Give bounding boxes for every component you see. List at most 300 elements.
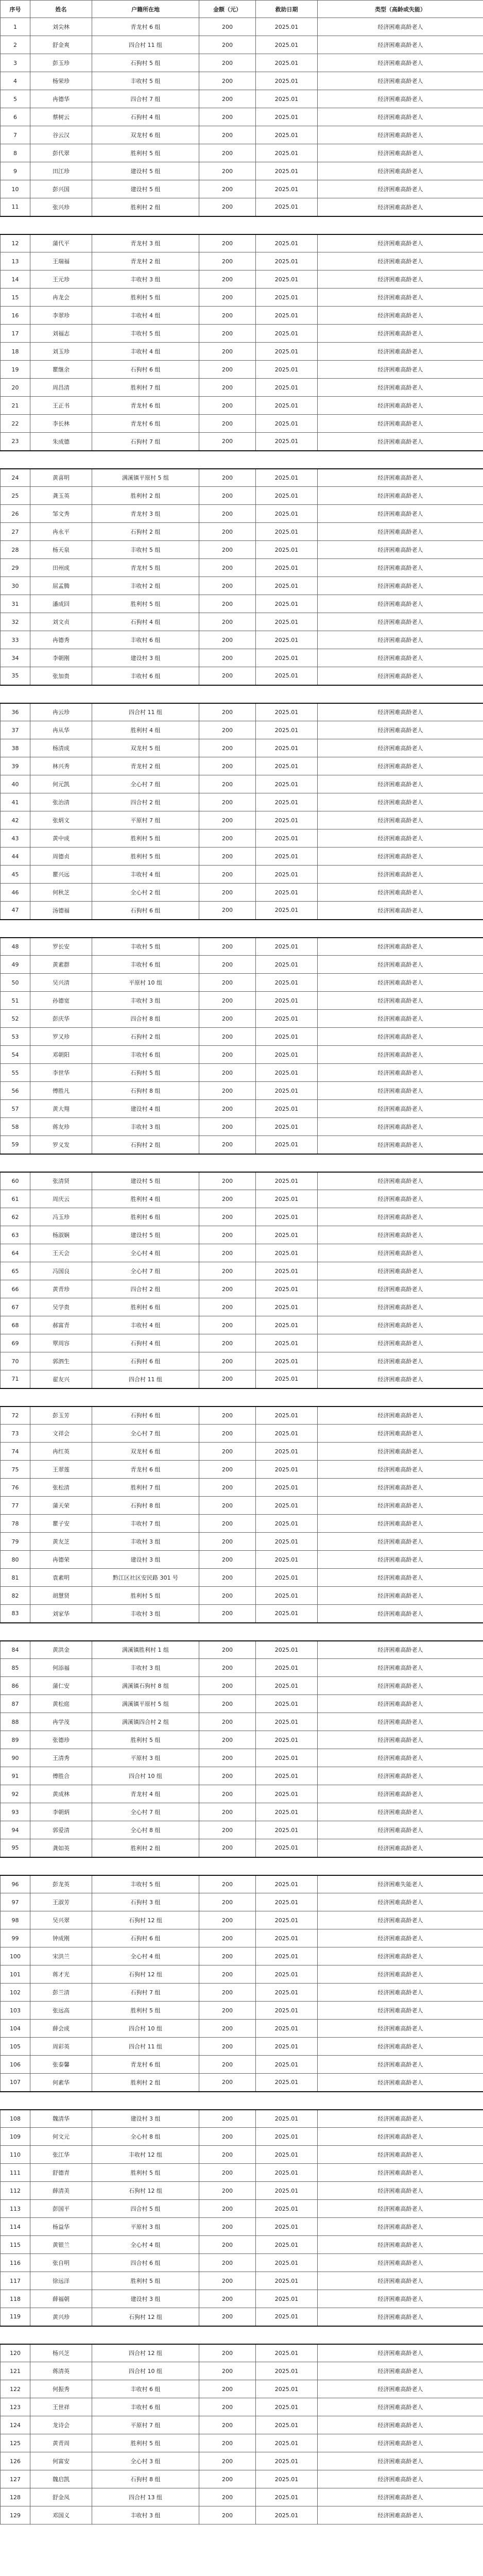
cell-amount: 200 — [199, 343, 256, 361]
cell-residence: 石狗村 12 组 — [92, 1965, 199, 1984]
page-break-separator — [1, 1623, 483, 1641]
cell-index: 98 — [1, 1911, 30, 1929]
cell-type: 经济困难失能老人 — [318, 1875, 483, 1893]
cell-type: 经济困难高龄老人 — [318, 902, 483, 920]
cell-type: 经济困难高龄老人 — [318, 270, 483, 289]
table-row — [1, 811, 483, 829]
table-row — [1, 595, 483, 613]
cell-date: 2025.01 — [256, 1262, 318, 1280]
cell-date: 2025.01 — [256, 992, 318, 1010]
cell-type: 经济困难高龄老人 — [318, 848, 483, 866]
table-row — [1, 848, 483, 866]
cell-amount: 200 — [199, 2416, 256, 2434]
table-row — [1, 1298, 483, 1316]
cell-residence: 丰收村 5 组 — [92, 325, 199, 343]
cell-name: 翟友兴 — [30, 1370, 92, 1388]
table-row — [1, 2452, 483, 2470]
cell-residence: 青龙村 6 组 — [92, 1461, 199, 1479]
page-break-separator — [1, 1154, 483, 1172]
cell-residence: 四合村 10 组 — [92, 1767, 199, 1785]
cell-index: 104 — [1, 2020, 30, 2038]
cell-date: 2025.01 — [256, 162, 318, 180]
table-row — [1, 649, 483, 667]
cell-residence: 黔江区社区安民路 301 号 — [92, 1569, 199, 1587]
cell-residence: 四合村 11 组 — [92, 36, 199, 54]
cell-date: 2025.01 — [256, 180, 318, 198]
cell-name: 龙诗会 — [30, 2416, 92, 2434]
cell-name: 黄青周 — [30, 2434, 92, 2452]
cell-type: 经济困难高龄老人 — [318, 1425, 483, 1443]
cell-date: 2025.01 — [256, 2200, 318, 2218]
cell-date: 2025.01 — [256, 1461, 318, 1479]
table-row — [1, 1984, 483, 2002]
cell-type: 经济困难高龄老人 — [318, 811, 483, 829]
cell-name: 王世祥 — [30, 2398, 92, 2416]
cell-name: 汤德福 — [30, 902, 92, 920]
cell-type: 经济困难高龄老人 — [318, 1298, 483, 1316]
cell-date: 2025.01 — [256, 289, 318, 307]
cell-residence: 全心村 4 组 — [92, 1244, 199, 1262]
cell-type: 经济困难高龄老人 — [318, 1028, 483, 1046]
cell-residence: 青龙村 6 组 — [92, 415, 199, 433]
cell-type: 经济困难高龄老人 — [318, 1046, 483, 1064]
cell-amount: 200 — [199, 307, 256, 325]
cell-date: 2025.01 — [256, 144, 318, 162]
cell-date: 2025.01 — [256, 577, 318, 595]
cell-index: 87 — [1, 1695, 30, 1713]
cell-type: 经济困难高龄老人 — [318, 793, 483, 811]
table-row — [1, 2434, 483, 2452]
table-row — [1, 1947, 483, 1965]
cell-index: 105 — [1, 2038, 30, 2056]
table-row — [1, 1262, 483, 1280]
cell-name: 钟成刚 — [30, 1929, 92, 1947]
cell-date: 2025.01 — [256, 721, 318, 739]
table-row — [1, 469, 483, 487]
cell-name: 蒋清英 — [30, 2362, 92, 2380]
cell-date: 2025.01 — [256, 2254, 318, 2272]
cell-type: 经济困难高龄老人 — [318, 1641, 483, 1659]
cell-type: 经济困难高龄老人 — [318, 234, 483, 252]
cell-type: 经济困难高龄老人 — [318, 613, 483, 631]
cell-index: 119 — [1, 2308, 30, 2326]
table-row — [1, 541, 483, 559]
cell-date: 2025.01 — [256, 1587, 318, 1605]
cell-type: 经济困难高龄老人 — [318, 1605, 483, 1623]
cell-index: 72 — [1, 1406, 30, 1425]
cell-name: 彭玉芳 — [30, 1406, 92, 1425]
cell-date: 2025.01 — [256, 739, 318, 757]
cell-date: 2025.01 — [256, 613, 318, 631]
cell-type: 经济困难高龄老人 — [318, 1406, 483, 1425]
cell-date: 2025.01 — [256, 234, 318, 252]
cell-residence: 胜利村 5 组 — [92, 848, 199, 866]
table-row — [1, 775, 483, 793]
cell-name: 王正书 — [30, 397, 92, 415]
table-row — [1, 2398, 483, 2416]
header-row — [1, 1, 483, 18]
cell-amount: 200 — [199, 2182, 256, 2200]
cell-index: 101 — [1, 1965, 30, 1984]
cell-name: 张泰馨 — [30, 2056, 92, 2074]
cell-amount: 200 — [199, 325, 256, 343]
cell-date: 2025.01 — [256, 2308, 318, 2326]
cell-date: 2025.01 — [256, 1677, 318, 1695]
cell-date: 2025.01 — [256, 1749, 318, 1767]
cell-date: 2025.01 — [256, 1569, 318, 1587]
cell-index: 65 — [1, 1262, 30, 1280]
table-row — [1, 1929, 483, 1947]
cell-date: 2025.01 — [256, 2488, 318, 2506]
cell-amount: 200 — [199, 2020, 256, 2038]
cell-type: 经济困难高龄老人 — [318, 1226, 483, 1244]
table-row — [1, 884, 483, 902]
cell-date: 2025.01 — [256, 848, 318, 866]
cell-residence: 胜利村 6 组 — [92, 1298, 199, 1316]
cell-residence: 满溪镇四合村 2 组 — [92, 1713, 199, 1731]
table-row — [1, 1244, 483, 1262]
cell-amount: 200 — [199, 180, 256, 198]
table-body — [1, 18, 483, 2524]
table-row — [1, 721, 483, 739]
cell-date: 2025.01 — [256, 72, 318, 90]
cell-residence: 石狗村 2 组 — [92, 1136, 199, 1154]
cell-index: 88 — [1, 1713, 30, 1731]
cell-date: 2025.01 — [256, 1515, 318, 1533]
cell-type: 经济困难高龄老人 — [318, 1803, 483, 1821]
cell-date: 2025.01 — [256, 956, 318, 974]
table-row — [1, 974, 483, 992]
cell-amount: 200 — [199, 1479, 256, 1497]
cell-type: 经济困难高龄老人 — [318, 1947, 483, 1965]
cell-index: 84 — [1, 1641, 30, 1659]
cell-residence: 丰收村 6 组 — [92, 667, 199, 685]
table-row — [1, 379, 483, 397]
cell-index: 13 — [1, 252, 30, 270]
cell-amount: 200 — [199, 1947, 256, 1965]
cell-type: 经济困难高龄老人 — [318, 325, 483, 343]
cell-date: 2025.01 — [256, 198, 318, 216]
cell-index: 81 — [1, 1569, 30, 1587]
cell-date: 2025.01 — [256, 811, 318, 829]
cell-type: 经济困难高龄老人 — [318, 1821, 483, 1839]
cell-name: 龚如英 — [30, 1839, 92, 1857]
cell-amount: 200 — [199, 1767, 256, 1785]
cell-amount: 200 — [199, 595, 256, 613]
cell-residence: 石狗村 4 组 — [92, 1334, 199, 1352]
cell-residence: 四合村 11 组 — [92, 703, 199, 721]
cell-name: 黄素群 — [30, 956, 92, 974]
cell-residence: 平原村 7 组 — [92, 2416, 199, 2434]
cell-type: 经济困难高龄老人 — [318, 2056, 483, 2074]
cell-amount: 200 — [199, 631, 256, 649]
cell-date: 2025.01 — [256, 343, 318, 361]
cell-index: 26 — [1, 505, 30, 523]
cell-index: 76 — [1, 1479, 30, 1497]
cell-index: 49 — [1, 956, 30, 974]
cell-date: 2025.01 — [256, 559, 318, 577]
cell-date: 2025.01 — [256, 252, 318, 270]
page-break-separator — [1, 2092, 483, 2110]
cell-type: 经济困难高龄老人 — [318, 2272, 483, 2290]
cell-date: 2025.01 — [256, 397, 318, 415]
cell-residence: 建设村 4 组 — [92, 1100, 199, 1118]
table-row — [1, 2272, 483, 2290]
separator-cell — [1, 216, 483, 234]
cell-date: 2025.01 — [256, 1497, 318, 1515]
cell-amount: 200 — [199, 2038, 256, 2056]
cell-name: 何秋芝 — [30, 884, 92, 902]
cell-amount: 200 — [199, 1984, 256, 2002]
table-row — [1, 1497, 483, 1515]
cell-name: 刘家华 — [30, 1605, 92, 1623]
col-header-index: 序号 — [1, 1, 30, 18]
cell-type: 经济困难高龄老人 — [318, 1118, 483, 1136]
table-row — [1, 2362, 483, 2380]
cell-name: 薛会成 — [30, 2020, 92, 2038]
cell-name: 王天会 — [30, 1244, 92, 1262]
cell-type: 经济困难高龄老人 — [318, 2290, 483, 2308]
cell-residence: 胜利村 5 组 — [92, 829, 199, 848]
table-row — [1, 1208, 483, 1226]
cell-type: 经济困难高龄老人 — [318, 739, 483, 757]
cell-amount: 200 — [199, 703, 256, 721]
cell-type: 经济困难高龄老人 — [318, 361, 483, 379]
cell-amount: 200 — [199, 1875, 256, 1893]
table-row — [1, 18, 483, 36]
table-row — [1, 1785, 483, 1803]
cell-residence: 胜利村 5 组 — [92, 289, 199, 307]
cell-date: 2025.01 — [256, 1280, 318, 1298]
cell-type: 经济困难高龄老人 — [318, 2452, 483, 2470]
table-row — [1, 343, 483, 361]
table-row — [1, 956, 483, 974]
cell-residence: 满溪镇平原村 5 组 — [92, 1695, 199, 1713]
cell-amount: 200 — [199, 72, 256, 90]
cell-residence: 石狗村 3 组 — [92, 1893, 199, 1911]
cell-name: 何振秀 — [30, 2380, 92, 2398]
cell-name: 冉德荣 — [30, 1551, 92, 1569]
page-break-separator — [1, 685, 483, 703]
cell-amount: 200 — [199, 1425, 256, 1443]
cell-date: 2025.01 — [256, 1172, 318, 1190]
cell-name: 罗长安 — [30, 938, 92, 956]
table-row — [1, 1461, 483, 1479]
cell-name: 彭兰清 — [30, 1984, 92, 2002]
cell-date: 2025.01 — [256, 829, 318, 848]
cell-residence: 全心村 7 组 — [92, 1425, 199, 1443]
cell-index: 25 — [1, 487, 30, 505]
cell-residence: 丰收村 5 组 — [92, 72, 199, 90]
cell-index: 5 — [1, 90, 30, 108]
cell-index: 40 — [1, 775, 30, 793]
cell-name: 冉学茂 — [30, 1713, 92, 1731]
cell-type: 经济困难高龄老人 — [318, 1677, 483, 1695]
cell-name: 罗又珍 — [30, 1028, 92, 1046]
cell-residence: 石狗村 8 组 — [92, 1497, 199, 1515]
cell-index: 80 — [1, 1551, 30, 1569]
cell-index: 116 — [1, 2254, 30, 2272]
cell-amount: 200 — [199, 793, 256, 811]
cell-date: 2025.01 — [256, 2038, 318, 2056]
cell-type: 经济困难高龄老人 — [318, 1064, 483, 1082]
table-row — [1, 1677, 483, 1695]
cell-date: 2025.01 — [256, 667, 318, 685]
cell-index: 75 — [1, 1461, 30, 1479]
cell-name: 蒲天荣 — [30, 1497, 92, 1515]
cell-name: 杨清成 — [30, 739, 92, 757]
table-row — [1, 252, 483, 270]
cell-name: 张清贤 — [30, 1172, 92, 1190]
cell-residence: 丰收村 6 组 — [92, 2398, 199, 2416]
table-row — [1, 866, 483, 884]
cell-date: 2025.01 — [256, 1334, 318, 1352]
page-break-separator — [1, 920, 483, 938]
table-row — [1, 1280, 483, 1298]
cell-date: 2025.01 — [256, 2074, 318, 2092]
cell-type: 经济困难高龄老人 — [318, 2506, 483, 2524]
cell-type: 经济困难高龄老人 — [318, 1352, 483, 1370]
cell-residence: 平原村 3 组 — [92, 1749, 199, 1767]
cell-index: 48 — [1, 938, 30, 956]
cell-residence: 建设村 3 组 — [92, 2290, 199, 2308]
table-row — [1, 2308, 483, 2326]
table-row — [1, 523, 483, 541]
cell-type: 经济困难高龄老人 — [318, 126, 483, 144]
cell-index: 111 — [1, 2164, 30, 2182]
table-row — [1, 1172, 483, 1190]
cell-amount: 200 — [199, 1208, 256, 1226]
cell-name: 杨益华 — [30, 2218, 92, 2236]
cell-amount: 200 — [199, 108, 256, 126]
cell-residence: 建设村 5 组 — [92, 1226, 199, 1244]
cell-index: 115 — [1, 2236, 30, 2254]
cell-type: 经济困难高龄老人 — [318, 2020, 483, 2038]
table-row — [1, 2056, 483, 2074]
cell-amount: 200 — [199, 2362, 256, 2380]
cell-amount: 200 — [199, 1262, 256, 1280]
cell-residence: 双龙村 6 组 — [92, 1443, 199, 1461]
cell-date: 2025.01 — [256, 649, 318, 667]
cell-amount: 200 — [199, 811, 256, 829]
cell-date: 2025.01 — [256, 1190, 318, 1208]
cell-name: 黄中成 — [30, 829, 92, 848]
cell-name: 王翠莲 — [30, 1461, 92, 1479]
table-row — [1, 1352, 483, 1370]
cell-type: 经济困难高龄老人 — [318, 1010, 483, 1028]
cell-amount: 200 — [199, 1569, 256, 1587]
cell-residence: 石狗村 6 组 — [92, 361, 199, 379]
cell-index: 12 — [1, 234, 30, 252]
cell-index: 77 — [1, 1497, 30, 1515]
cell-index: 68 — [1, 1316, 30, 1334]
cell-residence: 胜利村 6 组 — [92, 1208, 199, 1226]
table-row — [1, 1100, 483, 1118]
table-row — [1, 1010, 483, 1028]
table-row — [1, 433, 483, 451]
cell-index: 94 — [1, 1821, 30, 1839]
cell-type: 经济困难高龄老人 — [318, 2002, 483, 2020]
cell-residence: 石狗村 12 组 — [92, 1911, 199, 1929]
table-row — [1, 2002, 483, 2020]
cell-index: 10 — [1, 180, 30, 198]
cell-index: 56 — [1, 1082, 30, 1100]
cell-amount: 200 — [199, 667, 256, 685]
cell-type: 经济困难高龄老人 — [318, 2362, 483, 2380]
cell-amount: 200 — [199, 2110, 256, 2128]
cell-residence: 石狗村 2 组 — [92, 1028, 199, 1046]
cell-type: 经济困难高龄老人 — [318, 397, 483, 415]
cell-index: 52 — [1, 1010, 30, 1028]
cell-name: 潘成回 — [30, 595, 92, 613]
table-row — [1, 487, 483, 505]
cell-date: 2025.01 — [256, 2182, 318, 2200]
cell-name: 张松清 — [30, 1479, 92, 1497]
cell-residence: 平原村 10 组 — [92, 974, 199, 992]
cell-index: 29 — [1, 559, 30, 577]
table-row — [1, 162, 483, 180]
table-row — [1, 2182, 483, 2200]
cell-date: 2025.01 — [256, 1911, 318, 1929]
cell-date: 2025.01 — [256, 1965, 318, 1984]
cell-residence: 石狗村 6 组 — [92, 1352, 199, 1370]
table-row — [1, 2146, 483, 2164]
cell-residence: 全心村 4 组 — [92, 2236, 199, 2254]
table-row — [1, 1046, 483, 1064]
cell-name: 冉从华 — [30, 721, 92, 739]
cell-amount: 200 — [199, 2452, 256, 2470]
cell-amount: 200 — [199, 1695, 256, 1713]
cell-date: 2025.01 — [256, 1010, 318, 1028]
cell-residence: 四合村 11 组 — [92, 2038, 199, 2056]
table-row — [1, 667, 483, 685]
cell-date: 2025.01 — [256, 1947, 318, 1965]
cell-index: 19 — [1, 361, 30, 379]
cell-amount: 200 — [199, 1334, 256, 1352]
cell-residence: 石狗村 5 组 — [92, 1064, 199, 1082]
cell-type: 经济困难高龄老人 — [318, 505, 483, 523]
cell-residence: 丰收村 6 组 — [92, 1046, 199, 1064]
table-row — [1, 1425, 483, 1443]
cell-type: 经济困难高龄老人 — [318, 757, 483, 775]
cell-amount: 200 — [199, 1190, 256, 1208]
cell-name: 张炳文 — [30, 811, 92, 829]
cell-type: 经济困难高龄老人 — [318, 487, 483, 505]
cell-type: 经济困难高龄老人 — [318, 992, 483, 1010]
cell-index: 112 — [1, 2182, 30, 2200]
cell-amount: 200 — [199, 2236, 256, 2254]
cell-type: 经济困难高龄老人 — [318, 90, 483, 108]
cell-name: 屈孟腾 — [30, 577, 92, 595]
cell-date: 2025.01 — [256, 1659, 318, 1677]
cell-residence: 青龙村 6 组 — [92, 18, 199, 36]
cell-index: 67 — [1, 1298, 30, 1316]
table-row — [1, 1731, 483, 1749]
cell-type: 经济困难高龄老人 — [318, 595, 483, 613]
cell-type: 经济困难高龄老人 — [318, 1731, 483, 1749]
cell-index: 38 — [1, 739, 30, 757]
cell-type: 经济困难高龄老人 — [318, 541, 483, 559]
table-row — [1, 54, 483, 72]
cell-type: 经济困难高龄老人 — [318, 577, 483, 595]
col-header-amount: 金额（元） — [199, 1, 256, 18]
cell-type: 经济困难高龄老人 — [318, 2164, 483, 2182]
table-row — [1, 2200, 483, 2218]
cell-date: 2025.01 — [256, 505, 318, 523]
cell-residence: 丰收村 6 组 — [92, 2380, 199, 2398]
cell-amount: 200 — [199, 2308, 256, 2326]
table-row — [1, 1911, 483, 1929]
